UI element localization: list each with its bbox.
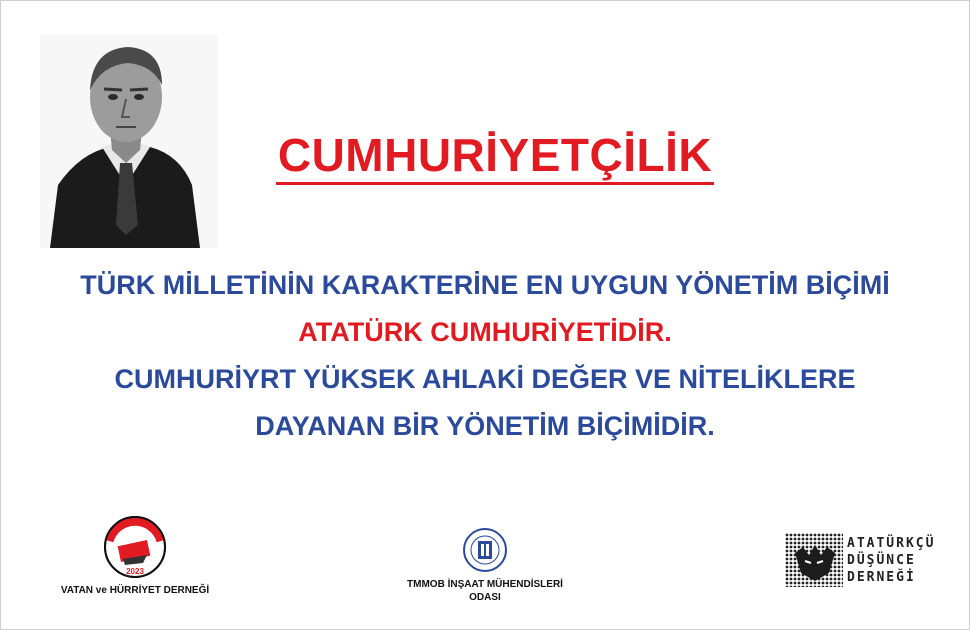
tmmob-logo: [400, 527, 570, 604]
tmmob-caption-line1: TMMOB İNŞAAT MÜHENDİSLERİ: [407, 579, 563, 590]
tmmob-emblem: [400, 527, 570, 573]
statement-line-1: TÜRK MİLLETİNİN KARAKTERİNE EN UYGUN YÖNETİM BİÇİMİ: [80, 270, 890, 300]
add-line-2: DÜŞÜNCE: [847, 552, 916, 568]
ataturkcu-dusunce-logo: [785, 533, 936, 587]
portrait-illustration: [40, 35, 218, 248]
statement-line-4: DAYANAN BİR YÖNETİM BİÇİMİDİR.: [255, 411, 715, 441]
add-line-3: DERNEĞİ: [847, 569, 916, 585]
ataturkcu-dusunce-emblem: [785, 533, 843, 587]
page-title: [240, 128, 750, 185]
add-line-1: ATATÜRKÇÜ: [847, 535, 936, 551]
portrait-image: [40, 35, 218, 248]
vatan-hurriyet-logo: [50, 515, 220, 597]
statement-line-3: CUMHURİYRT YÜKSEK AHLAKİ DEĞER VE NİTELİKLERE: [114, 364, 856, 394]
ataturkcu-dusunce-text: [847, 535, 935, 586]
statement-block: [30, 262, 940, 450]
page-title-text: CUMHURİYETÇİLİK: [276, 128, 714, 185]
tmmob-caption-line2: ODASI: [469, 592, 501, 603]
vatan-year: 2023: [126, 567, 144, 576]
statement-line-2: ATATÜRK CUMHURİYETİDİR.: [298, 317, 672, 347]
vatan-hurriyet-caption: VATAN ve HÜRRİYET DERNEĞİ: [60, 585, 210, 596]
